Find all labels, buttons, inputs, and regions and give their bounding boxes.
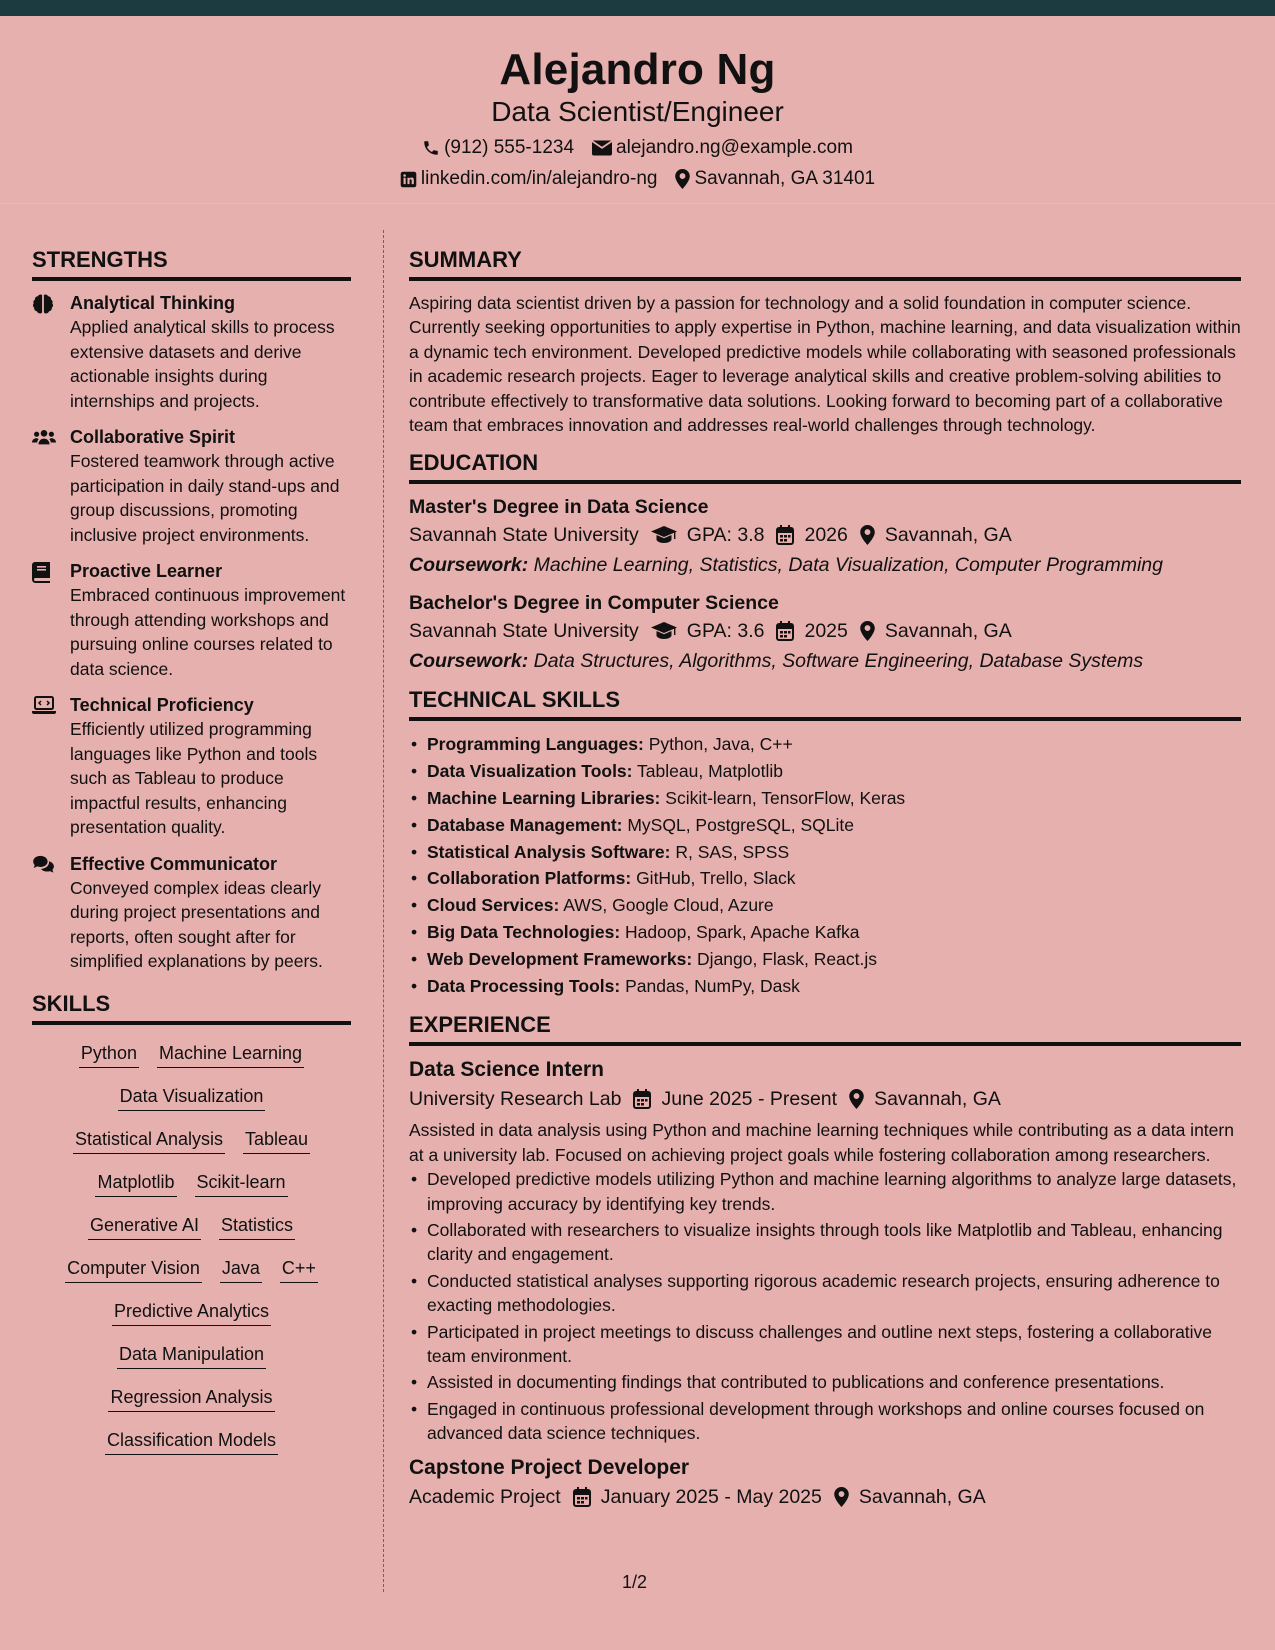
year-text: 2026	[804, 524, 848, 547]
candidate-title: Data Scientist/Engineer	[491, 96, 784, 127]
skill-tag: Scikit-learn	[195, 1170, 288, 1197]
map-marker-icon	[860, 621, 875, 641]
list-item: • Conducted statistical analyses supporting rigorous academic research projects, ensuring adherence to exacting methodologies.	[409, 1269, 1241, 1318]
skill-tag: Predictive Analytics	[112, 1299, 271, 1326]
skill-row	[32, 1170, 351, 1197]
skill-row	[32, 1084, 351, 1111]
coursework-label: Coursework:	[409, 650, 529, 673]
location-text: Savannah, GA 31401	[694, 168, 876, 189]
skill-tag: Data Visualization	[118, 1084, 266, 1111]
education-location: Savannah, GA	[884, 620, 1012, 643]
job-location: Savannah, GA	[858, 1485, 986, 1508]
strength-desc: Applied analytical skills to process extensive datasets and derive actionable insights during internships and projects.	[70, 317, 335, 411]
calendar-icon	[776, 525, 794, 545]
book-icon	[32, 562, 50, 583]
strength-item	[32, 852, 351, 974]
strength-item	[32, 693, 351, 840]
coursework	[409, 646, 1241, 676]
organization-name: University Research Lab	[409, 1088, 622, 1111]
map-marker-icon	[849, 1089, 864, 1109]
experience-item	[409, 1454, 1241, 1512]
list-item: • Developed predictive models utilizing Python and machine learning algorithms to analyze large datasets, improving accuracy by identifying key trends.	[409, 1167, 1241, 1216]
skill-row	[32, 1299, 351, 1326]
skill-tag: Data Manipulation	[117, 1342, 266, 1369]
brain-icon	[32, 294, 54, 314]
users-icon	[32, 428, 56, 446]
skill-tag: Computer Vision	[65, 1256, 202, 1283]
education-meta	[409, 616, 1241, 646]
left-column	[32, 246, 351, 1455]
list-item: • Engaged in continuous professional development through workshops and online courses focused on advanced data science techniques.	[409, 1397, 1241, 1446]
strength-name: Proactive Learner	[70, 561, 223, 581]
tech-skill-value: MySQL, PostgreSQL, SQLite	[627, 814, 854, 835]
skill-tag: C++	[280, 1256, 318, 1283]
linkedin-contact[interactable]	[400, 167, 658, 191]
job-meta	[409, 1482, 1241, 1512]
skill-tag: Machine Learning	[157, 1041, 304, 1068]
calendar-icon	[776, 621, 794, 641]
tech-skill-label: Statistical Analysis Software:	[427, 841, 671, 862]
list-item	[409, 785, 1241, 812]
list-item	[409, 946, 1241, 973]
map-marker-icon	[834, 1487, 849, 1507]
education-location: Savannah, GA	[884, 524, 1012, 547]
experience-item	[409, 1056, 1241, 1445]
education-heading: EDUCATION	[409, 449, 1241, 484]
education-item	[409, 590, 1241, 676]
school-name: Savannah State University	[409, 620, 639, 643]
list-item	[409, 731, 1241, 758]
skills-tags	[32, 1035, 351, 1455]
email-text[interactable]: alejandro.ng@example.com	[616, 137, 853, 158]
tech-skill-label: Machine Learning Libraries:	[427, 788, 661, 809]
job-description: Assisted in data analysis using Python and machine learning techniques while contributing as a data intern at a university lab. Focused on achieving project goals while fostering collaboration among researchers.	[409, 1120, 1234, 1165]
tech-skill-value: AWS, Google Cloud, Azure	[563, 895, 774, 916]
job-title: Data Science Intern	[409, 1058, 604, 1082]
strength-name: Technical Proficiency	[70, 695, 254, 715]
coursework-text: Data Structures, Algorithms, Software Engineering, Database Systems	[533, 650, 1144, 673]
tech-skill-label: Programming Languages:	[427, 734, 644, 755]
job-bullets	[409, 1167, 1241, 1445]
year-text: 2025	[804, 620, 848, 643]
linkedin-text[interactable]: linkedin.com/in/alejandro-ng	[420, 168, 658, 189]
tech-skill-value: R, SAS, SPSS	[675, 841, 790, 862]
skill-row	[32, 1213, 351, 1240]
education-meta	[409, 520, 1241, 550]
tech-skill-value: Django, Flask, React.js	[697, 948, 877, 969]
job-dates: January 2025 - May 2025	[600, 1485, 822, 1508]
phone-contact	[422, 136, 574, 160]
tech-skill-label: Cloud Services:	[427, 895, 560, 916]
tech-skill-value: Hadoop, Spark, Apache Kafka	[625, 922, 860, 943]
list-item	[409, 812, 1241, 839]
tech-skill-label: Database Management:	[427, 814, 623, 835]
email-contact[interactable]	[592, 136, 853, 160]
strengths-heading: STRENGTHS	[32, 246, 351, 281]
job-title: Capstone Project Developer	[409, 1455, 690, 1479]
skill-tag: Tableau	[243, 1127, 310, 1154]
page-number: 1/2	[622, 1572, 648, 1592]
strength-item	[32, 559, 351, 681]
strength-name: Effective Communicator	[70, 853, 278, 874]
list-item	[409, 839, 1241, 866]
skill-row	[32, 1428, 351, 1455]
skill-row	[32, 1127, 351, 1154]
school-name: Savannah State University	[409, 524, 639, 547]
strength-desc: Conveyed complex ideas clearly during project presentations and reports, often sought after for simplified explanations by peers.	[70, 877, 323, 971]
skill-row	[32, 1342, 351, 1369]
list-item	[409, 919, 1241, 946]
tech-skill-label: Big Data Technologies:	[427, 922, 621, 943]
column-divider	[383, 230, 384, 1592]
gpa-text: GPA: 3.6	[686, 620, 765, 643]
strength-desc: Embraced continuous improvement through attending workshops and pursuing online courses related to data science.	[70, 585, 346, 679]
tech-skill-value: Scikit-learn, TensorFlow, Keras	[665, 788, 906, 809]
list-item: • Assisted in documenting findings that contributed to publications and conference presentations.	[409, 1370, 1241, 1394]
summary-text: Aspiring data scientist driven by a passion for technology and a solid foundation in computer science. Currently seeking opportunities to apply expertise in Python, machine learning, and data visualization within a dynamic tech environment. Developed predictive models while collaborating with seasoned professionals in academic research projects. Eager to leverage analytical skills and creative problem-solving abilities to contribute effectively to transformative data solutions. Looking forward to becoming part of a collaborative team that embraces innovation and addresses real-world challenges through technology.	[409, 293, 1241, 436]
job-dates: June 2025 - Present	[661, 1088, 838, 1111]
job-meta	[409, 1084, 1241, 1114]
skill-tag: Statistical Analysis	[73, 1127, 225, 1154]
top-bar	[0, 0, 1275, 16]
resume-header	[0, 16, 1275, 204]
list-item: • Collaborated with researchers to visualize insights through tools like Matplotlib and Tableau, enhancing clarity and engagement.	[409, 1218, 1241, 1267]
tech-skill-label: Data Visualization Tools:	[427, 761, 633, 782]
strength-desc: Fostered teamwork through active participation in daily stand-ups and group discussions, promoting inclusive project environments.	[70, 451, 340, 545]
contact-line-1	[0, 136, 1275, 160]
list-item	[409, 758, 1241, 785]
right-column	[409, 246, 1241, 1512]
tech-skill-value: Pandas, NumPy, Dask	[625, 975, 800, 996]
degree-title: Master's Degree in Data Science	[409, 496, 709, 519]
laptop-code-icon	[32, 696, 56, 714]
map-marker-icon	[860, 525, 875, 545]
skill-tag: Regression Analysis	[108, 1385, 274, 1412]
job-location: Savannah, GA	[874, 1088, 1001, 1111]
skill-tag: Python	[79, 1041, 139, 1068]
comments-icon	[32, 855, 56, 873]
list-item	[409, 892, 1241, 919]
tech-skill-label: Web Development Frameworks:	[427, 948, 693, 969]
skill-row	[32, 1385, 351, 1412]
location-contact	[675, 167, 875, 191]
skill-tag: Matplotlib	[95, 1170, 176, 1197]
skill-tag: Java	[220, 1256, 262, 1283]
list-item	[409, 973, 1241, 1000]
strength-name: Collaborative Spirit	[70, 427, 236, 447]
gpa-text: GPA: 3.8	[686, 524, 765, 547]
calendar-icon	[633, 1089, 651, 1109]
tech-skill-value: GitHub, Trello, Slack	[636, 868, 796, 889]
degree-title: Bachelor's Degree in Computer Science	[409, 592, 779, 615]
experience-heading: EXPERIENCE	[409, 1011, 1241, 1046]
skill-row	[32, 1256, 351, 1283]
coursework	[409, 550, 1241, 580]
skill-row	[32, 1041, 351, 1068]
list-item	[409, 865, 1241, 892]
tech-skill-label: Data Processing Tools:	[427, 975, 621, 996]
technical-skills-heading: TECHNICAL SKILLS	[409, 686, 1241, 721]
technical-skills-list	[409, 731, 1241, 999]
tech-skill-label: Collaboration Platforms:	[427, 868, 632, 889]
strength-name: Analytical Thinking	[70, 293, 236, 313]
phone-text: (912) 555-1234	[444, 137, 575, 158]
education-item	[409, 494, 1241, 580]
envelope-icon	[592, 140, 612, 156]
coursework-text: Machine Learning, Statistics, Data Visualization, Computer Programming	[533, 554, 1163, 577]
candidate-name: Alejandro Ng	[499, 45, 776, 94]
strength-item	[32, 291, 351, 413]
strength-desc: Efficiently utilized programming languages like Python and tools such as Tableau to produce impactful results, enhancing presentation quality.	[70, 719, 318, 837]
map-marker-icon	[675, 169, 690, 189]
skill-tag: Statistics	[219, 1213, 295, 1240]
calendar-icon	[573, 1487, 591, 1507]
tech-skill-value: Python, Java, C++	[648, 734, 793, 755]
skill-tag: Generative AI	[88, 1213, 201, 1240]
summary-heading: SUMMARY	[409, 246, 1241, 281]
phone-icon	[422, 139, 440, 157]
linkedin-icon	[400, 171, 417, 188]
skills-heading: SKILLS	[32, 990, 351, 1025]
list-item: • Participated in project meetings to discuss challenges and outline next steps, fostering a collaborative team environment.	[409, 1320, 1241, 1369]
organization-name: Academic Project	[409, 1485, 561, 1508]
strength-item	[32, 425, 351, 547]
graduation-cap-icon	[651, 526, 677, 544]
graduation-cap-icon	[651, 622, 677, 640]
skill-tag: Classification Models	[105, 1428, 278, 1455]
coursework-label: Coursework:	[409, 554, 529, 577]
contact-line-2	[0, 167, 1275, 191]
tech-skill-value: Tableau, Matplotlib	[637, 761, 783, 782]
